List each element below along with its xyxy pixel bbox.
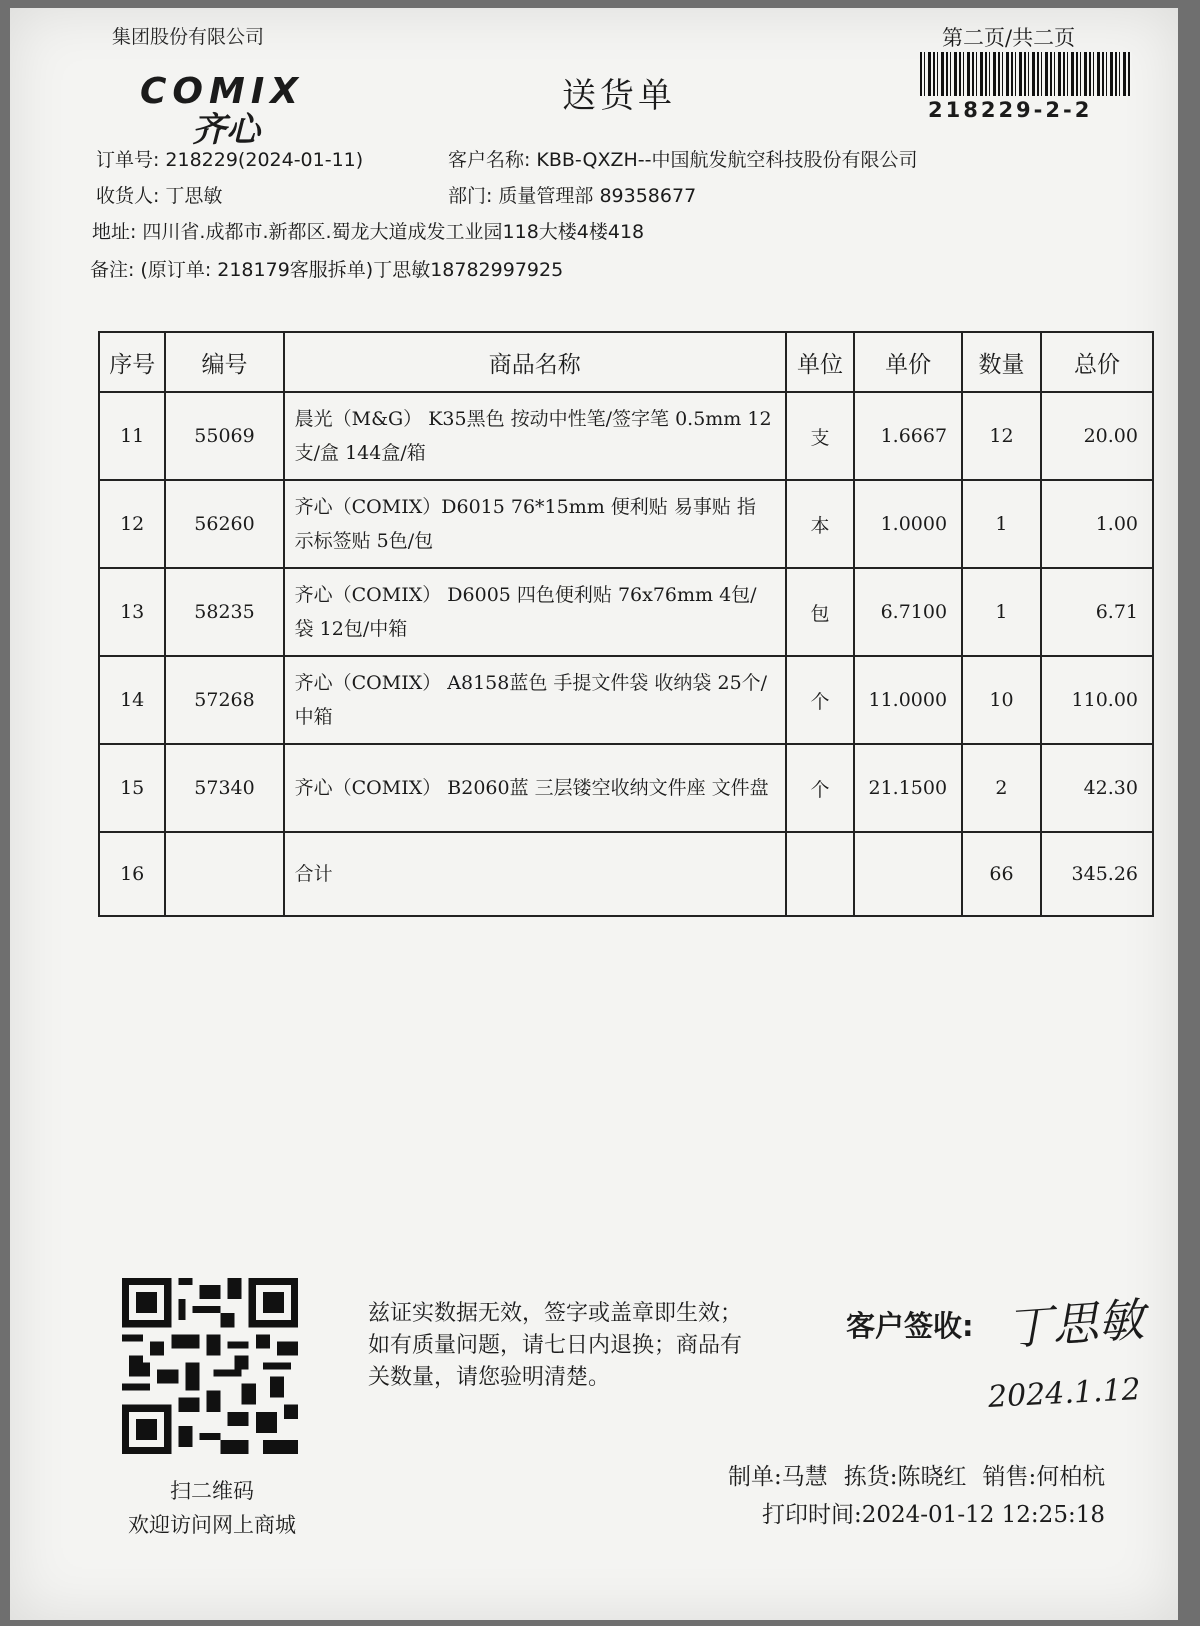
col-header-total: 总价 (1041, 332, 1153, 392)
cell-qty: 12 (962, 392, 1041, 480)
customer-label: 客户名称: (448, 149, 531, 171)
cell-price: 1.6667 (854, 392, 962, 480)
cell-unit: 本 (786, 480, 854, 568)
cell-qty: 1 (962, 480, 1041, 568)
remark-label: 备注: (90, 259, 135, 281)
cell-name: 齐心（COMIX） D6005 四色便利贴 76x76mm 4包/袋 12包/中箱 (284, 568, 786, 656)
cell-name: 齐心（COMIX） A8158蓝色 手提文件袋 收纳袋 25个/中箱 (284, 656, 786, 744)
cell-name: 齐心（COMIX）D6015 76*15mm 便利贴 易事贴 指示标签贴 5色/包 (284, 480, 786, 568)
cell-price: 21.1500 (854, 744, 962, 832)
cell-price: 6.7100 (854, 568, 962, 656)
handwritten-date: 2024.1.12 (987, 1372, 1142, 1415)
customer-value: KBB-QXZH--中国航发航空科技股份有限公司 (536, 149, 918, 171)
handwritten-signature: 丁思敏 (1004, 1292, 1146, 1356)
cell-unit: 个 (786, 656, 854, 744)
items-table (98, 331, 1154, 917)
total-qty: 66 (962, 832, 1041, 916)
col-header-name: 商品名称 (284, 332, 786, 392)
logo-chinese: 齐心 (192, 110, 260, 150)
col-header-qty: 数量 (962, 332, 1041, 392)
cell-code (165, 832, 283, 916)
cell-total: 110.00 (1041, 656, 1153, 744)
col-header-unit: 单位 (786, 332, 854, 392)
table-row (99, 480, 1153, 568)
qr-code (122, 1278, 298, 1454)
order-number (96, 148, 363, 172)
page-indicator: 第二页/共二页 (942, 26, 1076, 50)
barcode-number: 218229-2-2 (928, 98, 1093, 122)
comix-logo (140, 71, 304, 150)
remark-value: (原订单: 218179客服拆单)丁思敏18782997925 (140, 259, 564, 281)
customer-name (448, 148, 917, 172)
cell-code: 56260 (165, 480, 283, 568)
cell-price (854, 832, 962, 916)
total-row (99, 832, 1153, 916)
cell-unit (786, 832, 854, 916)
notice-text: 兹证实数据无效，签字或盖章即生效；如有质量问题，请七日内退换；商品有关数量，请您验明清楚。 (368, 1301, 743, 1390)
table-row (99, 744, 1153, 832)
cell-name: 齐心（COMIX） B2060蓝 三层镂空收纳文件座 文件盘 (284, 744, 786, 832)
cell-qty: 10 (962, 656, 1041, 744)
cell-seq: 14 (99, 656, 165, 744)
col-header-code: 编号 (165, 332, 283, 392)
cell-seq: 16 (99, 832, 165, 916)
cell-unit: 包 (786, 568, 854, 656)
cell-price: 1.0000 (854, 480, 962, 568)
remark (90, 258, 563, 282)
cell-total: 42.30 (1041, 744, 1153, 832)
print-time: 打印时间:2024-01-12 12:25:18 (762, 1502, 1105, 1528)
cell-qty: 2 (962, 744, 1041, 832)
qr-caption-line2: 欢迎访问网上商城 (128, 1513, 296, 1537)
cell-seq: 13 (99, 568, 165, 656)
cell-qty: 1 (962, 568, 1041, 656)
total-label: 合计 (284, 832, 786, 916)
cell-code: 57340 (165, 744, 283, 832)
table-header-row (99, 332, 1153, 392)
order-value: 218229(2024-01-11) (165, 149, 364, 171)
col-header-price: 单价 (854, 332, 962, 392)
document-title: 送货单 (562, 76, 676, 116)
cell-unit: 个 (786, 744, 854, 832)
staff-line (728, 1458, 1121, 1491)
order-label: 订单号: (96, 149, 160, 171)
delivery-note-paper (10, 8, 1178, 1620)
sales: 销售:何柏杭 (982, 1464, 1106, 1490)
cell-code: 55069 (165, 392, 283, 480)
company-name: 集团股份有限公司 (112, 26, 265, 48)
cell-seq: 12 (99, 480, 165, 568)
barcode (920, 52, 1132, 96)
table-row (99, 392, 1153, 480)
receiver-label: 收货人: (96, 185, 160, 207)
cell-total: 6.71 (1041, 568, 1153, 656)
cell-price: 11.0000 (854, 656, 962, 744)
address-label: 地址: (92, 221, 137, 243)
table-row (99, 656, 1153, 744)
cell-code: 57268 (165, 656, 283, 744)
cell-code: 58235 (165, 568, 283, 656)
maker: 制单:马慧 (728, 1464, 828, 1490)
receiver-value: 丁思敏 (165, 185, 223, 207)
cell-seq: 11 (99, 392, 165, 480)
picker: 拣货:陈晓红 (843, 1464, 967, 1490)
logo-english: COMIX (140, 71, 304, 112)
department (448, 184, 696, 208)
cell-name: 晨光（M&G） K35黑色 按动中性笔/签字笔 0.5mm 12支/盒 144盒/箱 (284, 392, 786, 480)
address-value: 四川省.成都市.新都区.蜀龙大道成发工业园118大楼4楼418 (142, 221, 645, 243)
cell-total: 1.00 (1041, 480, 1153, 568)
qr-caption-line1: 扫二维码 (170, 1479, 254, 1503)
grand-total: 345.26 (1041, 832, 1153, 916)
cell-total: 20.00 (1041, 392, 1153, 480)
cell-seq: 15 (99, 744, 165, 832)
signature-label: 客户签收: (846, 1309, 974, 1343)
cell-unit: 支 (786, 392, 854, 480)
address (92, 220, 644, 244)
col-header-seq: 序号 (99, 332, 165, 392)
table-row (99, 568, 1153, 656)
dept-value: 质量管理部 89358677 (498, 185, 697, 207)
qr-caption (102, 1474, 322, 1542)
receiver (96, 184, 222, 208)
dept-label: 部门: (448, 185, 493, 207)
